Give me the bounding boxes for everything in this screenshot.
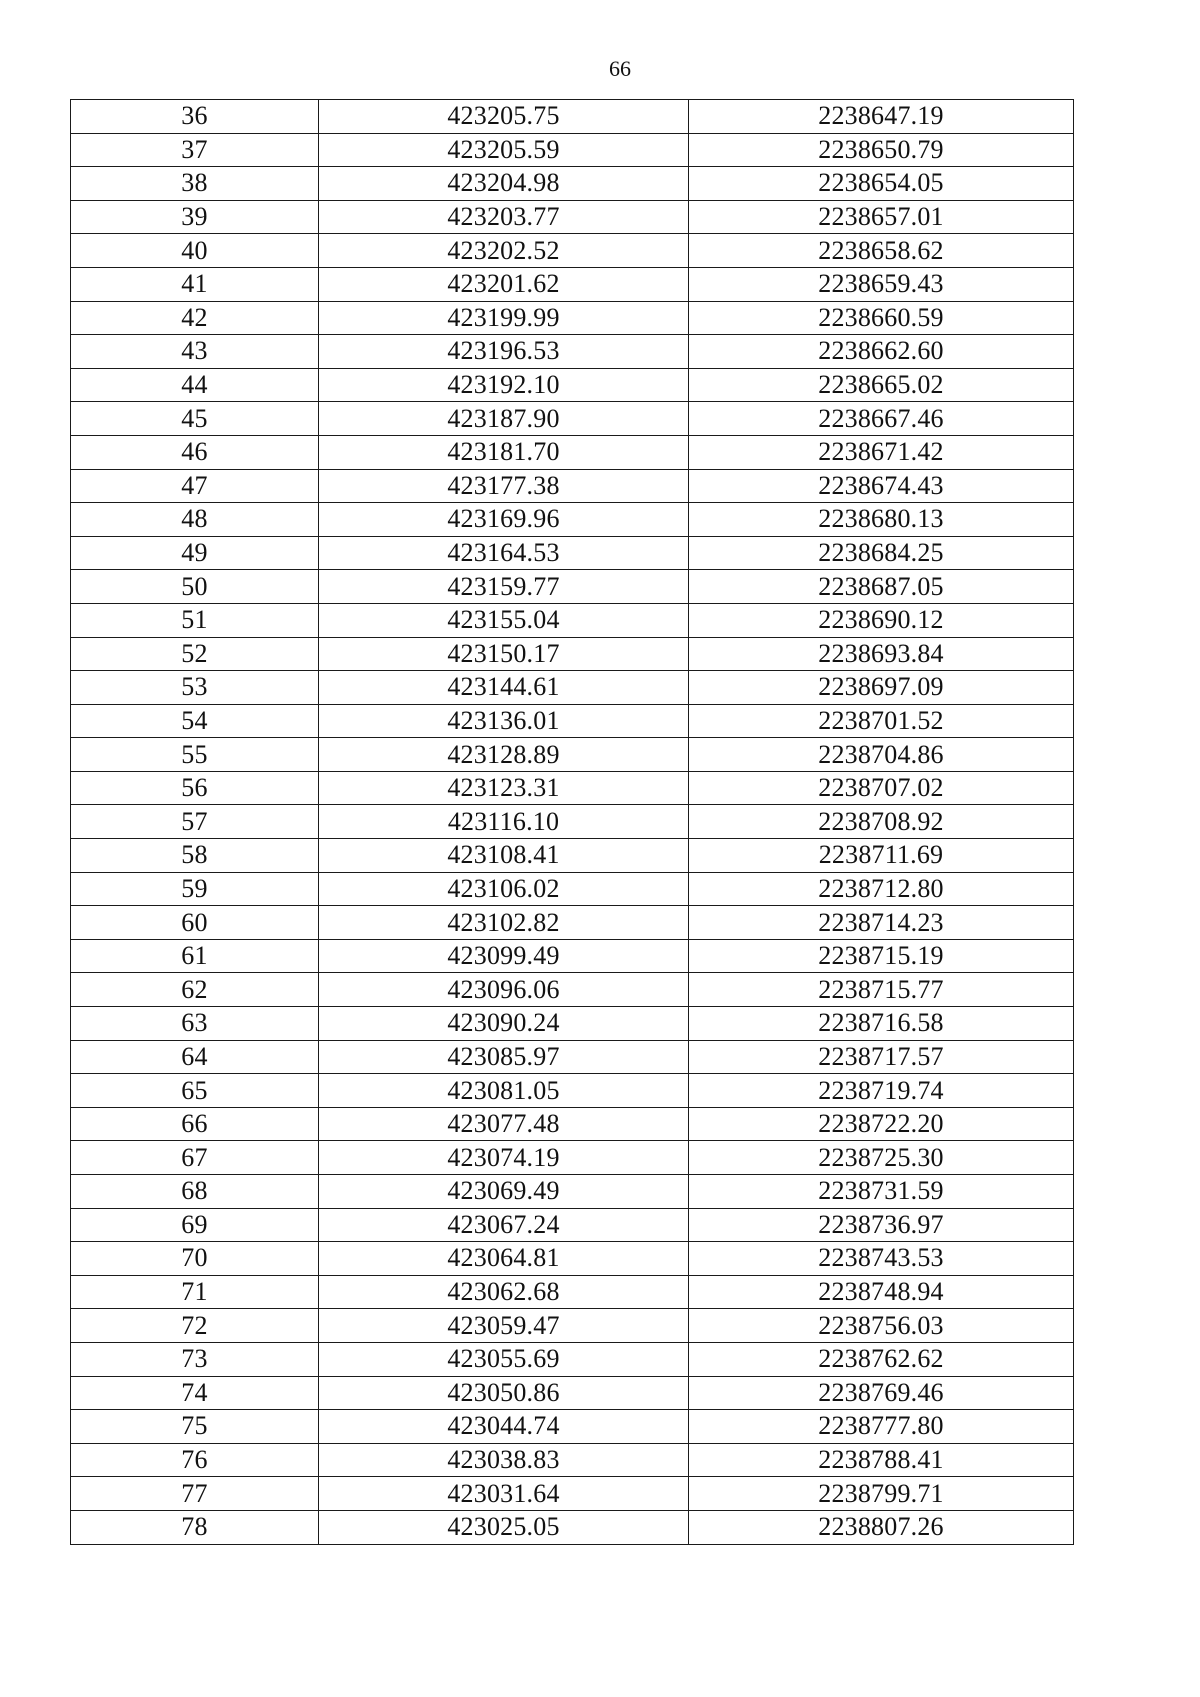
table-row xyxy=(71,973,1074,1007)
point-number-cell: 47 xyxy=(71,469,319,503)
table-row xyxy=(71,133,1074,167)
point-number-cell: 69 xyxy=(71,1208,319,1242)
table-row xyxy=(71,637,1074,671)
point-number-cell: 48 xyxy=(71,503,319,537)
y-coordinate-cell: 2238674.43 xyxy=(689,469,1074,503)
x-coordinate-cell: 423116.10 xyxy=(319,805,689,839)
table-row xyxy=(71,267,1074,301)
point-number-cell: 49 xyxy=(71,536,319,570)
y-coordinate-cell: 2238731.59 xyxy=(689,1175,1074,1209)
x-coordinate-cell: 423177.38 xyxy=(319,469,689,503)
point-number-cell: 74 xyxy=(71,1376,319,1410)
table-row xyxy=(71,402,1074,436)
x-coordinate-cell: 423203.77 xyxy=(319,200,689,234)
table-row xyxy=(71,1309,1074,1343)
point-number-cell: 68 xyxy=(71,1175,319,1209)
x-coordinate-cell: 423102.82 xyxy=(319,906,689,940)
point-number-cell: 73 xyxy=(71,1342,319,1376)
point-number-cell: 43 xyxy=(71,335,319,369)
point-number-cell: 78 xyxy=(71,1510,319,1544)
table-row xyxy=(71,1040,1074,1074)
y-coordinate-cell: 2238736.97 xyxy=(689,1208,1074,1242)
point-number-cell: 39 xyxy=(71,200,319,234)
y-coordinate-cell: 2238701.52 xyxy=(689,704,1074,738)
x-coordinate-cell: 423062.68 xyxy=(319,1275,689,1309)
y-coordinate-cell: 2238719.74 xyxy=(689,1074,1074,1108)
x-coordinate-cell: 423205.75 xyxy=(319,100,689,134)
y-coordinate-cell: 2238665.02 xyxy=(689,368,1074,402)
point-number-cell: 44 xyxy=(71,368,319,402)
point-number-cell: 63 xyxy=(71,1007,319,1041)
x-coordinate-cell: 423159.77 xyxy=(319,570,689,604)
x-coordinate-cell: 423025.05 xyxy=(319,1510,689,1544)
table-row xyxy=(71,301,1074,335)
x-coordinate-cell: 423181.70 xyxy=(319,435,689,469)
y-coordinate-cell: 2238704.86 xyxy=(689,738,1074,772)
y-coordinate-cell: 2238762.62 xyxy=(689,1342,1074,1376)
point-number-cell: 58 xyxy=(71,839,319,873)
table-row xyxy=(71,435,1074,469)
table-row xyxy=(71,368,1074,402)
y-coordinate-cell: 2238684.25 xyxy=(689,536,1074,570)
table-row xyxy=(71,1443,1074,1477)
table-row xyxy=(71,1107,1074,1141)
table-row xyxy=(71,570,1074,604)
point-number-cell: 75 xyxy=(71,1410,319,1444)
x-coordinate-cell: 423136.01 xyxy=(319,704,689,738)
table-row xyxy=(71,1007,1074,1041)
y-coordinate-cell: 2238687.05 xyxy=(689,570,1074,604)
x-coordinate-cell: 423069.49 xyxy=(319,1175,689,1209)
x-coordinate-cell: 423055.69 xyxy=(319,1342,689,1376)
point-number-cell: 71 xyxy=(71,1275,319,1309)
y-coordinate-cell: 2238660.59 xyxy=(689,301,1074,335)
table-row xyxy=(71,805,1074,839)
point-number-cell: 52 xyxy=(71,637,319,671)
y-coordinate-cell: 2238654.05 xyxy=(689,167,1074,201)
table-row xyxy=(71,906,1074,940)
table-row xyxy=(71,1376,1074,1410)
table-row xyxy=(71,704,1074,738)
x-coordinate-cell: 423067.24 xyxy=(319,1208,689,1242)
x-coordinate-cell: 423064.81 xyxy=(319,1242,689,1276)
x-coordinate-cell: 423128.89 xyxy=(319,738,689,772)
point-number-cell: 67 xyxy=(71,1141,319,1175)
y-coordinate-cell: 2238690.12 xyxy=(689,603,1074,637)
y-coordinate-cell: 2238743.53 xyxy=(689,1242,1074,1276)
table-row xyxy=(71,469,1074,503)
x-coordinate-cell: 423081.05 xyxy=(319,1074,689,1108)
x-coordinate-cell: 423201.62 xyxy=(319,267,689,301)
y-coordinate-cell: 2238769.46 xyxy=(689,1376,1074,1410)
y-coordinate-cell: 2238671.42 xyxy=(689,435,1074,469)
y-coordinate-cell: 2238680.13 xyxy=(689,503,1074,537)
x-coordinate-cell: 423202.52 xyxy=(319,234,689,268)
point-number-cell: 72 xyxy=(71,1309,319,1343)
point-number-cell: 54 xyxy=(71,704,319,738)
y-coordinate-cell: 2238715.77 xyxy=(689,973,1074,1007)
y-coordinate-cell: 2238657.01 xyxy=(689,200,1074,234)
x-coordinate-cell: 423199.99 xyxy=(319,301,689,335)
table-row xyxy=(71,872,1074,906)
x-coordinate-cell: 423050.86 xyxy=(319,1376,689,1410)
x-coordinate-cell: 423150.17 xyxy=(319,637,689,671)
y-coordinate-cell: 2238722.20 xyxy=(689,1107,1074,1141)
table-row xyxy=(71,100,1074,134)
table-row xyxy=(71,335,1074,369)
point-number-cell: 41 xyxy=(71,267,319,301)
x-coordinate-cell: 423187.90 xyxy=(319,402,689,436)
x-coordinate-cell: 423074.19 xyxy=(319,1141,689,1175)
point-number-cell: 36 xyxy=(71,100,319,134)
table-row xyxy=(71,839,1074,873)
page-number: 66 xyxy=(609,56,631,81)
y-coordinate-cell: 2238807.26 xyxy=(689,1510,1074,1544)
y-coordinate-cell: 2238667.46 xyxy=(689,402,1074,436)
table-row xyxy=(71,1275,1074,1309)
table-row xyxy=(71,1477,1074,1511)
table-row xyxy=(71,503,1074,537)
y-coordinate-cell: 2238647.19 xyxy=(689,100,1074,134)
y-coordinate-cell: 2238756.03 xyxy=(689,1309,1074,1343)
point-number-cell: 65 xyxy=(71,1074,319,1108)
table-row xyxy=(71,200,1074,234)
y-coordinate-cell: 2238711.69 xyxy=(689,839,1074,873)
table-row xyxy=(71,1208,1074,1242)
y-coordinate-cell: 2238715.19 xyxy=(689,939,1074,973)
point-number-cell: 38 xyxy=(71,167,319,201)
y-coordinate-cell: 2238697.09 xyxy=(689,671,1074,705)
table-row xyxy=(71,1342,1074,1376)
y-coordinate-cell: 2238788.41 xyxy=(689,1443,1074,1477)
x-coordinate-cell: 423038.83 xyxy=(319,1443,689,1477)
y-coordinate-cell: 2238658.62 xyxy=(689,234,1074,268)
point-number-cell: 59 xyxy=(71,872,319,906)
point-number-cell: 62 xyxy=(71,973,319,1007)
table-row xyxy=(71,167,1074,201)
x-coordinate-cell: 423169.96 xyxy=(319,503,689,537)
table-row xyxy=(71,1242,1074,1276)
coordinate-table xyxy=(70,99,1074,1545)
x-coordinate-cell: 423099.49 xyxy=(319,939,689,973)
table-row xyxy=(71,738,1074,772)
table-row xyxy=(71,671,1074,705)
table-row xyxy=(71,1510,1074,1544)
table-row xyxy=(71,939,1074,973)
x-coordinate-cell: 423077.48 xyxy=(319,1107,689,1141)
point-number-cell: 37 xyxy=(71,133,319,167)
point-number-cell: 77 xyxy=(71,1477,319,1511)
point-number-cell: 55 xyxy=(71,738,319,772)
x-coordinate-cell: 423096.06 xyxy=(319,973,689,1007)
x-coordinate-cell: 423108.41 xyxy=(319,839,689,873)
y-coordinate-cell: 2238707.02 xyxy=(689,771,1074,805)
point-number-cell: 76 xyxy=(71,1443,319,1477)
x-coordinate-cell: 423204.98 xyxy=(319,167,689,201)
point-number-cell: 66 xyxy=(71,1107,319,1141)
point-number-cell: 61 xyxy=(71,939,319,973)
y-coordinate-cell: 2238748.94 xyxy=(689,1275,1074,1309)
point-number-cell: 64 xyxy=(71,1040,319,1074)
y-coordinate-cell: 2238693.84 xyxy=(689,637,1074,671)
table-row xyxy=(71,536,1074,570)
x-coordinate-cell: 423144.61 xyxy=(319,671,689,705)
y-coordinate-cell: 2238650.79 xyxy=(689,133,1074,167)
point-number-cell: 53 xyxy=(71,671,319,705)
point-number-cell: 40 xyxy=(71,234,319,268)
y-coordinate-cell: 2238799.71 xyxy=(689,1477,1074,1511)
x-coordinate-cell: 423192.10 xyxy=(319,368,689,402)
table-row xyxy=(71,1141,1074,1175)
x-coordinate-cell: 423085.97 xyxy=(319,1040,689,1074)
y-coordinate-cell: 2238662.60 xyxy=(689,335,1074,369)
table-row xyxy=(71,1074,1074,1108)
coordinate-table-body xyxy=(71,100,1074,1545)
x-coordinate-cell: 423106.02 xyxy=(319,872,689,906)
point-number-cell: 46 xyxy=(71,435,319,469)
table-row xyxy=(71,234,1074,268)
point-number-cell: 70 xyxy=(71,1242,319,1276)
y-coordinate-cell: 2238716.58 xyxy=(689,1007,1074,1041)
x-coordinate-cell: 423059.47 xyxy=(319,1309,689,1343)
table-row xyxy=(71,1410,1074,1444)
point-number-cell: 42 xyxy=(71,301,319,335)
y-coordinate-cell: 2238659.43 xyxy=(689,267,1074,301)
x-coordinate-cell: 423155.04 xyxy=(319,603,689,637)
x-coordinate-cell: 423205.59 xyxy=(319,133,689,167)
y-coordinate-cell: 2238777.80 xyxy=(689,1410,1074,1444)
point-number-cell: 45 xyxy=(71,402,319,436)
point-number-cell: 57 xyxy=(71,805,319,839)
x-coordinate-cell: 423196.53 xyxy=(319,335,689,369)
y-coordinate-cell: 2238714.23 xyxy=(689,906,1074,940)
y-coordinate-cell: 2238708.92 xyxy=(689,805,1074,839)
point-number-cell: 50 xyxy=(71,570,319,604)
y-coordinate-cell: 2238725.30 xyxy=(689,1141,1074,1175)
point-number-cell: 60 xyxy=(71,906,319,940)
point-number-cell: 56 xyxy=(71,771,319,805)
x-coordinate-cell: 423031.64 xyxy=(319,1477,689,1511)
table-row xyxy=(71,771,1074,805)
x-coordinate-cell: 423044.74 xyxy=(319,1410,689,1444)
table-row xyxy=(71,603,1074,637)
y-coordinate-cell: 2238717.57 xyxy=(689,1040,1074,1074)
x-coordinate-cell: 423090.24 xyxy=(319,1007,689,1041)
x-coordinate-cell: 423123.31 xyxy=(319,771,689,805)
y-coordinate-cell: 2238712.80 xyxy=(689,872,1074,906)
x-coordinate-cell: 423164.53 xyxy=(319,536,689,570)
point-number-cell: 51 xyxy=(71,603,319,637)
table-row xyxy=(71,1175,1074,1209)
